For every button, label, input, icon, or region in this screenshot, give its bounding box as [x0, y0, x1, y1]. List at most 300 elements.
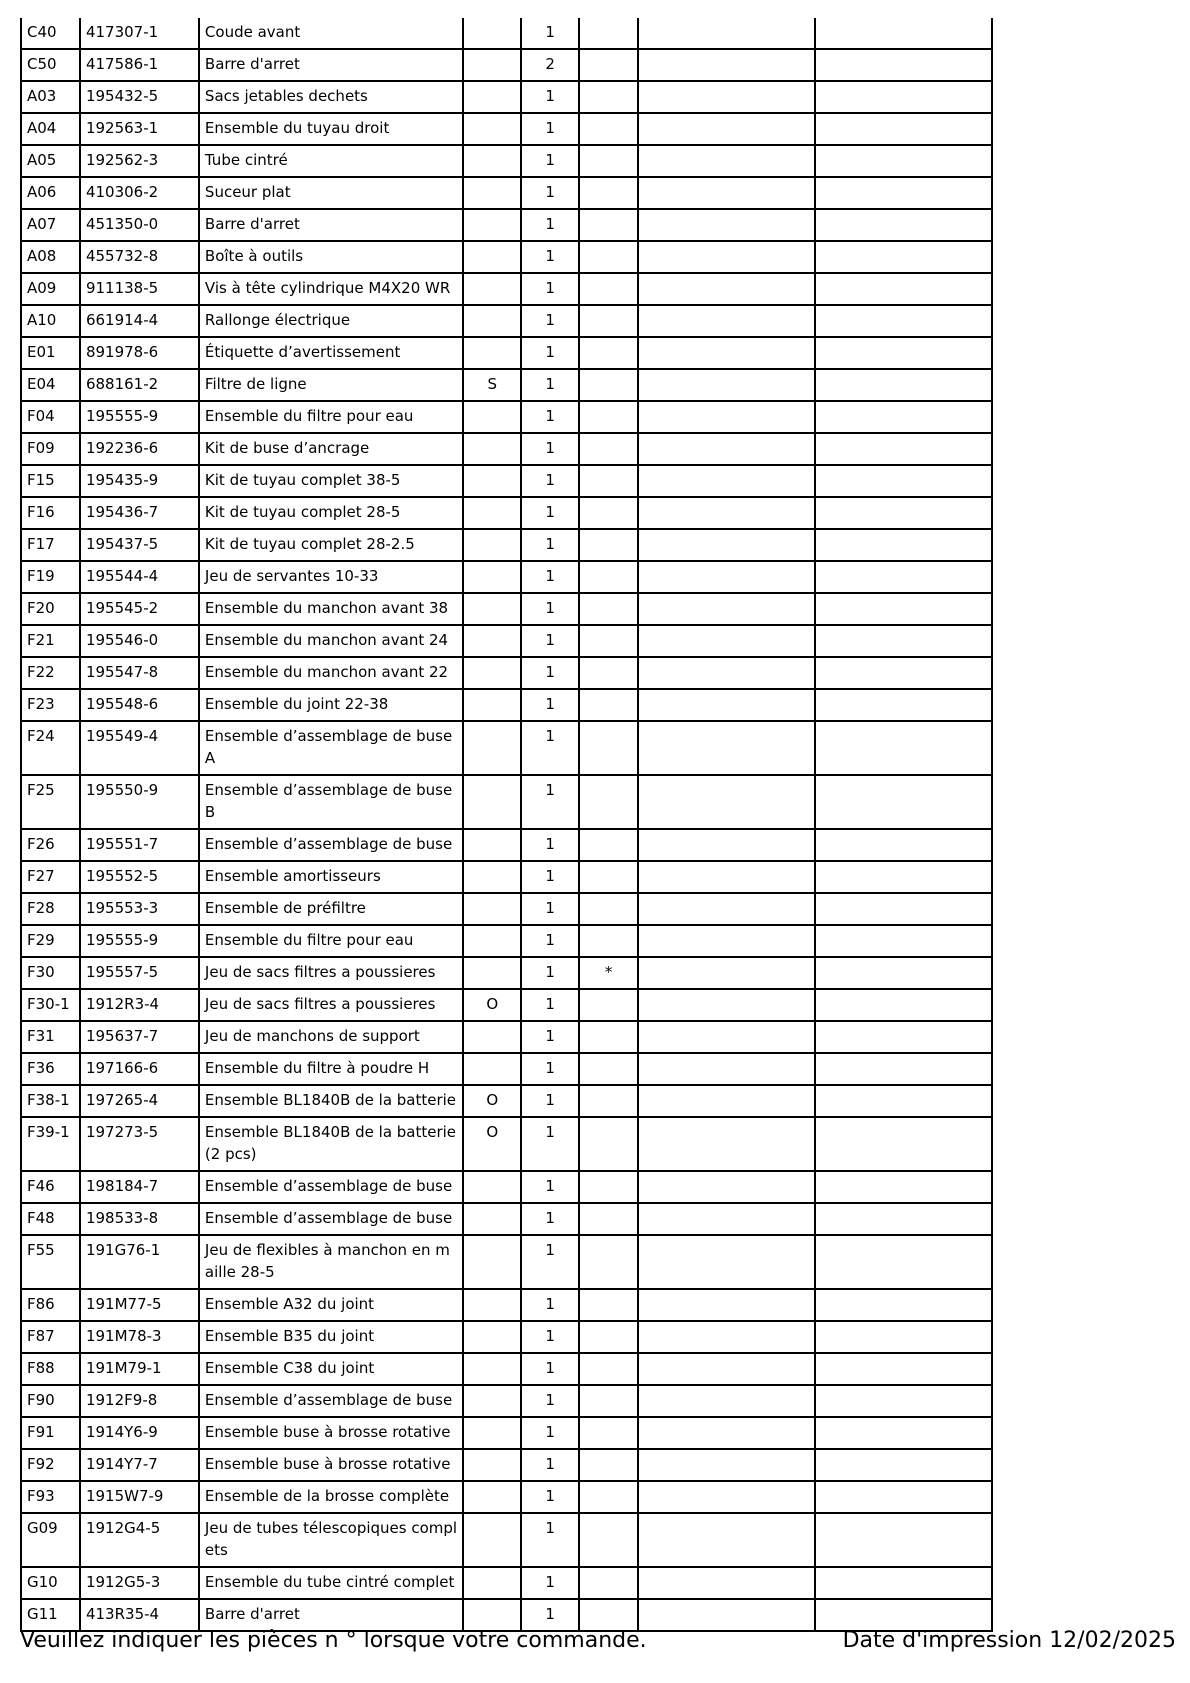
description-text: Ensemble d’assemblage de buse A [204, 727, 453, 767]
empty-text [816, 958, 991, 988]
table-row [21, 401, 992, 433]
blank-cell [815, 1513, 992, 1567]
table-row [21, 861, 992, 893]
flag-cell [463, 861, 521, 893]
table-row [21, 529, 992, 561]
flag-cell [463, 1353, 521, 1385]
flag-cell [463, 1085, 521, 1117]
quantity-text: 1 [545, 1455, 555, 1473]
item-number-cell [21, 721, 80, 775]
note-text [580, 1118, 637, 1148]
note-text [580, 894, 637, 924]
item-number-text: F93 [27, 1487, 55, 1505]
part-number-cell [80, 1053, 199, 1085]
empty-text [639, 1118, 814, 1148]
blank-cell [638, 529, 815, 561]
empty-text [816, 1600, 991, 1630]
flag-text [464, 1204, 520, 1234]
blank-cell [638, 177, 815, 209]
item-number-text: G11 [27, 1605, 58, 1623]
empty-text [816, 1482, 991, 1512]
item-number-text: F31 [27, 1027, 55, 1045]
item-number-text: F91 [27, 1423, 55, 1441]
item-number-cell [21, 305, 80, 337]
part-number-text: 1915W7-9 [85, 1487, 164, 1505]
blank-cell [815, 18, 992, 49]
quantity-text: 1 [545, 1605, 555, 1623]
item-number-text: F38-1 [27, 1091, 70, 1109]
flag-text [464, 18, 520, 48]
parts-table [20, 18, 993, 1632]
flag-cell [463, 1235, 521, 1289]
empty-text [639, 1172, 814, 1202]
quantity-cell [521, 1417, 579, 1449]
note-cell [579, 893, 638, 925]
quantity-text: 1 [545, 1123, 555, 1141]
item-number-cell [21, 1353, 80, 1385]
description-cell [199, 657, 463, 689]
quantity-cell [521, 145, 579, 177]
empty-text [639, 146, 814, 176]
note-cell [579, 305, 638, 337]
description-text: Kit de tuyau complet 38-5 [204, 471, 401, 489]
quantity-cell [521, 1053, 579, 1085]
flag-text [464, 1172, 520, 1202]
quantity-cell [521, 625, 579, 657]
flag-cell [463, 145, 521, 177]
quantity-cell [521, 957, 579, 989]
empty-text [639, 1450, 814, 1480]
flag-cell [463, 657, 521, 689]
note-text [580, 690, 637, 720]
empty-text [816, 830, 991, 860]
part-number-text: 195557-5 [85, 963, 159, 981]
blank-cell [815, 561, 992, 593]
item-number-cell [21, 241, 80, 273]
blank-cell [815, 1417, 992, 1449]
flag-cell [463, 989, 521, 1021]
note-text [580, 466, 637, 496]
note-cell [579, 593, 638, 625]
description-cell [199, 529, 463, 561]
flag-cell [463, 957, 521, 989]
part-number-cell [80, 337, 199, 369]
flag-text [464, 498, 520, 528]
empty-text [639, 776, 814, 806]
description-text: Ensemble de préfiltre [204, 899, 366, 917]
item-number-cell [21, 925, 80, 957]
flag-text: O [486, 1091, 499, 1109]
blank-cell [815, 145, 992, 177]
blank-cell [815, 689, 992, 721]
note-cell [579, 1085, 638, 1117]
quantity-text: 1 [545, 471, 555, 489]
part-number-cell [80, 829, 199, 861]
description-text: Ensemble de la brosse complète [204, 1487, 450, 1505]
flag-text [464, 434, 520, 464]
empty-text [816, 722, 991, 752]
flag-cell [463, 465, 521, 497]
part-number-cell [80, 1449, 199, 1481]
description-cell [199, 893, 463, 925]
flag-text [464, 306, 520, 336]
note-cell [579, 1021, 638, 1053]
quantity-cell [521, 593, 579, 625]
flag-cell [463, 1203, 521, 1235]
flag-cell [463, 49, 521, 81]
quantity-cell [521, 689, 579, 721]
note-text [580, 1418, 637, 1448]
note-cell [579, 1203, 638, 1235]
description-cell [199, 337, 463, 369]
blank-cell [815, 775, 992, 829]
note-cell [579, 177, 638, 209]
quantity-text: 1 [545, 1327, 555, 1345]
description-cell [199, 401, 463, 433]
flag-text: S [487, 375, 497, 393]
blank-cell [638, 1417, 815, 1449]
note-cell [579, 1449, 638, 1481]
description-text: Ensemble du filtre pour eau [204, 407, 414, 425]
description-text: Kit de tuyau complet 28-5 [204, 503, 401, 521]
note-text [580, 830, 637, 860]
part-number-text: 191M78-3 [85, 1327, 162, 1345]
item-number-text: F26 [27, 835, 55, 853]
quantity-cell [521, 829, 579, 861]
quantity-text: 1 [545, 781, 555, 799]
blank-cell [815, 1021, 992, 1053]
note-text [580, 1322, 637, 1352]
description-text: Ensemble buse à brosse rotative [204, 1423, 451, 1441]
quantity-text: 1 [545, 567, 555, 585]
flag-text [464, 958, 520, 988]
flag-text [464, 1354, 520, 1384]
blank-cell [638, 1085, 815, 1117]
item-number-cell [21, 497, 80, 529]
blank-cell [638, 113, 815, 145]
item-number-text: F36 [27, 1059, 55, 1077]
quantity-cell [521, 561, 579, 593]
part-number-cell [80, 49, 199, 81]
table-row [21, 1203, 992, 1235]
quantity-cell [521, 657, 579, 689]
item-number-text: F21 [27, 631, 55, 649]
part-number-text: 195544-4 [85, 567, 159, 585]
quantity-text: 1 [545, 631, 555, 649]
table-row [21, 369, 992, 401]
quantity-cell [521, 1599, 579, 1631]
part-number-cell [80, 113, 199, 145]
quantity-text: 1 [545, 1091, 555, 1109]
flag-text [464, 1386, 520, 1416]
quantity-cell [521, 177, 579, 209]
description-text: Ensemble du filtre pour eau [204, 931, 414, 949]
part-number-cell [80, 1567, 199, 1599]
item-number-text: F20 [27, 599, 55, 617]
blank-cell [815, 925, 992, 957]
blank-cell [638, 1235, 815, 1289]
table-row [21, 433, 992, 465]
part-number-text: 195555-9 [85, 931, 159, 949]
empty-text [816, 402, 991, 432]
description-text: Étiquette d’avertissement [204, 343, 401, 361]
item-number-cell [21, 465, 80, 497]
note-cell [579, 1599, 638, 1631]
empty-text [816, 1568, 991, 1598]
description-cell [199, 861, 463, 893]
description-text: Ensemble d’assemblage de buse B [204, 781, 453, 821]
description-cell [199, 1449, 463, 1481]
empty-text [816, 594, 991, 624]
empty-text [639, 1322, 814, 1352]
note-cell [579, 625, 638, 657]
empty-text [639, 658, 814, 688]
blank-cell [638, 1353, 815, 1385]
note-cell [579, 273, 638, 305]
item-number-text: A10 [27, 311, 57, 329]
note-text [580, 562, 637, 592]
table-row [21, 593, 992, 625]
blank-cell [815, 1385, 992, 1417]
part-number-cell [80, 1353, 199, 1385]
note-text [580, 722, 637, 752]
empty-text [639, 830, 814, 860]
part-number-text: 195552-5 [85, 867, 159, 885]
flag-text [464, 1054, 520, 1084]
note-cell [579, 561, 638, 593]
part-number-text: 1912R3-4 [85, 995, 160, 1013]
quantity-cell [521, 529, 579, 561]
note-text [580, 434, 637, 464]
description-cell [199, 209, 463, 241]
part-number-text: 192562-3 [85, 151, 159, 169]
note-text [580, 1236, 637, 1266]
table-row [21, 775, 992, 829]
item-number-text: G10 [27, 1573, 58, 1591]
item-number-text: F09 [27, 439, 55, 457]
flag-cell [463, 1171, 521, 1203]
note-cell [579, 1289, 638, 1321]
item-number-cell [21, 1417, 80, 1449]
description-cell [199, 433, 463, 465]
part-number-text: 195435-9 [85, 471, 159, 489]
quantity-cell [521, 1085, 579, 1117]
note-cell [579, 337, 638, 369]
description-text: Ensemble d’assemblage de buse [204, 1209, 453, 1227]
description-cell [199, 1353, 463, 1385]
part-number-cell [80, 1117, 199, 1171]
part-number-text: 1912G5-3 [85, 1573, 161, 1591]
empty-text [816, 274, 991, 304]
note-text [580, 1172, 637, 1202]
flag-text [464, 776, 520, 806]
item-number-cell [21, 401, 80, 433]
part-number-cell [80, 561, 199, 593]
item-number-text: F28 [27, 899, 55, 917]
flag-text [464, 242, 520, 272]
empty-text [816, 894, 991, 924]
table-row [21, 1417, 992, 1449]
quantity-text: 1 [545, 1573, 555, 1591]
blank-cell [815, 369, 992, 401]
empty-text [816, 1236, 991, 1266]
part-number-text: 417586-1 [85, 55, 159, 73]
blank-cell [815, 989, 992, 1021]
note-text: * [604, 963, 613, 981]
note-cell [579, 241, 638, 273]
quantity-text: 1 [545, 343, 555, 361]
empty-text [639, 338, 814, 368]
note-cell [579, 401, 638, 433]
description-cell [199, 18, 463, 49]
blank-cell [815, 337, 992, 369]
quantity-cell [521, 861, 579, 893]
empty-text [639, 926, 814, 956]
quantity-text: 1 [545, 899, 555, 917]
description-cell [199, 1567, 463, 1599]
flag-cell [463, 1417, 521, 1449]
item-number-text: F22 [27, 663, 55, 681]
description-text: Ensemble d’assemblage de buse [204, 835, 453, 853]
note-text [580, 1386, 637, 1416]
flag-cell [463, 401, 521, 433]
blank-cell [815, 209, 992, 241]
note-text [580, 1514, 637, 1544]
quantity-text: 1 [545, 247, 555, 265]
note-cell [579, 1321, 638, 1353]
note-text [580, 594, 637, 624]
empty-text [639, 1022, 814, 1052]
description-text: Kit de buse d’ancrage [204, 439, 370, 457]
quantity-cell [521, 273, 579, 305]
table-row [21, 1021, 992, 1053]
blank-cell [638, 465, 815, 497]
empty-text [816, 530, 991, 560]
part-number-cell [80, 1599, 199, 1631]
flag-cell [463, 1449, 521, 1481]
item-number-cell [21, 625, 80, 657]
part-number-cell [80, 177, 199, 209]
note-cell [579, 1117, 638, 1171]
description-cell [199, 1235, 463, 1289]
quantity-text: 1 [545, 663, 555, 681]
flag-text [464, 1600, 520, 1630]
blank-cell [638, 18, 815, 49]
quantity-cell [521, 1021, 579, 1053]
description-cell [199, 49, 463, 81]
description-cell [199, 625, 463, 657]
part-number-text: 455732-8 [85, 247, 159, 265]
description-text: Suceur plat [204, 183, 291, 201]
flag-cell [463, 1021, 521, 1053]
empty-text [639, 210, 814, 240]
empty-text [816, 466, 991, 496]
blank-cell [815, 1289, 992, 1321]
flag-text [464, 1290, 520, 1320]
quantity-text: 1 [545, 119, 555, 137]
flag-cell [463, 593, 521, 625]
blank-cell [638, 775, 815, 829]
flag-text [464, 926, 520, 956]
table-row [21, 1321, 992, 1353]
item-number-cell [21, 1449, 80, 1481]
empty-text [639, 1568, 814, 1598]
description-cell [199, 177, 463, 209]
blank-cell [638, 1021, 815, 1053]
note-text [580, 1568, 637, 1598]
note-cell [579, 775, 638, 829]
item-number-text: A07 [27, 215, 57, 233]
part-number-cell [80, 369, 199, 401]
item-number-cell [21, 957, 80, 989]
quantity-cell [521, 1481, 579, 1513]
empty-text [639, 990, 814, 1020]
item-number-text: A06 [27, 183, 57, 201]
empty-text [816, 1322, 991, 1352]
flag-cell [463, 829, 521, 861]
flag-text [464, 466, 520, 496]
flag-cell [463, 177, 521, 209]
flag-cell [463, 1321, 521, 1353]
empty-text [639, 530, 814, 560]
description-cell [199, 775, 463, 829]
flag-text [464, 114, 520, 144]
flag-cell [463, 689, 521, 721]
flag-text [464, 402, 520, 432]
item-number-text: C40 [27, 23, 57, 41]
part-number-text: 192563-1 [85, 119, 159, 137]
table-row [21, 337, 992, 369]
flag-cell [463, 625, 521, 657]
part-number-text: 191M79-1 [85, 1359, 162, 1377]
quantity-cell [521, 465, 579, 497]
part-number-text: 911138-5 [85, 279, 159, 297]
blank-cell [638, 925, 815, 957]
blank-cell [638, 49, 815, 81]
description-text: Jeu de tubes télescopiques complets [204, 1519, 458, 1559]
item-number-text: A03 [27, 87, 57, 105]
note-cell [579, 1235, 638, 1289]
part-number-cell [80, 721, 199, 775]
empty-text [816, 370, 991, 400]
part-number-text: 891978-6 [85, 343, 159, 361]
item-number-text: F24 [27, 727, 55, 745]
table-row [21, 893, 992, 925]
blank-cell [638, 1513, 815, 1567]
note-text [580, 242, 637, 272]
quantity-cell [521, 305, 579, 337]
flag-cell [463, 369, 521, 401]
empty-text [639, 82, 814, 112]
part-number-text: 1912F9-8 [85, 1391, 158, 1409]
description-cell [199, 1085, 463, 1117]
description-text: Jeu de flexibles à manchon en maille 28-5 [204, 1241, 450, 1281]
blank-cell [815, 401, 992, 433]
empty-text [639, 114, 814, 144]
item-number-text: F29 [27, 931, 55, 949]
part-number-text: 1914Y6-9 [85, 1423, 158, 1441]
flag-text [464, 146, 520, 176]
flag-cell [463, 1385, 521, 1417]
description-text: Barre d'arret [204, 55, 300, 73]
note-text [580, 990, 637, 1020]
blank-cell [638, 337, 815, 369]
description-text: Boîte à outils [204, 247, 304, 265]
empty-text [816, 1054, 991, 1084]
table-row [21, 241, 992, 273]
item-number-text: F30-1 [27, 995, 70, 1013]
item-number-text: F25 [27, 781, 55, 799]
